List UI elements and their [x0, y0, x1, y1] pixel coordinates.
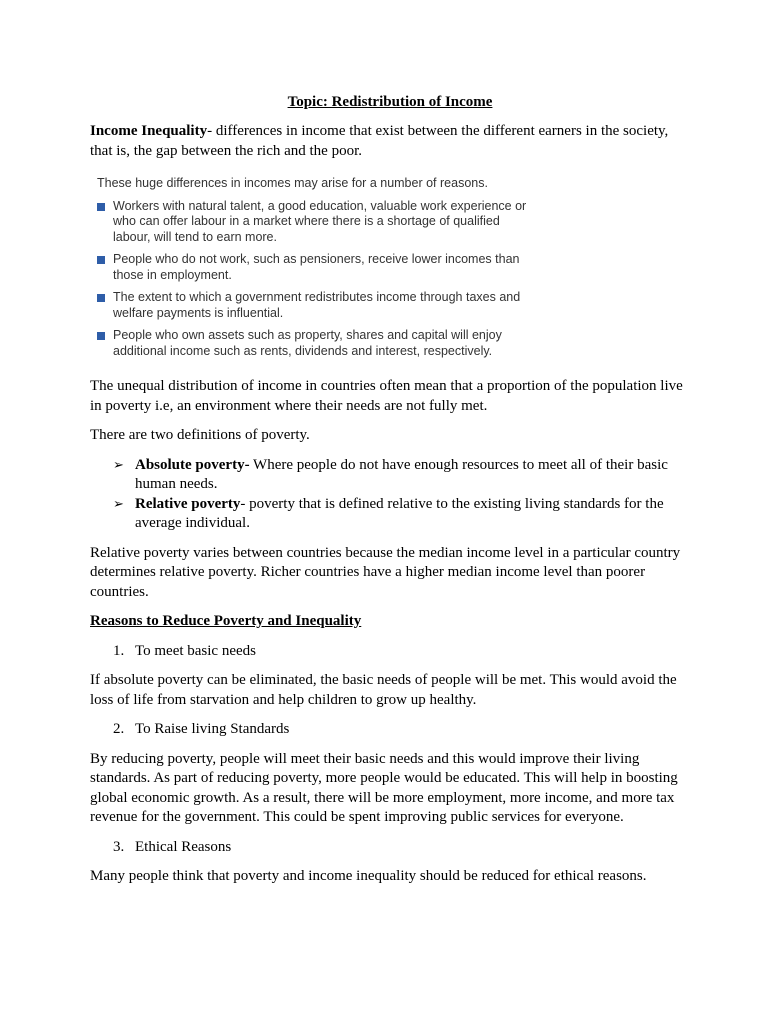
- reason-number: 2.: [113, 721, 125, 737]
- reason-item: [90, 642, 690, 662]
- reasons-heading: Reasons to Reduce Poverty and Inequality: [90, 613, 362, 629]
- figure-bullet-text: People who do not work, such as pensioners, receive lower incomes than those in employment.: [113, 252, 520, 282]
- income-inequality-paragraph: [90, 122, 690, 161]
- reason-number: 1.: [113, 642, 125, 659]
- definition-body: - poverty that is defined relative to the existing living standards for the average individual.: [135, 495, 664, 531]
- income-inequality-term: Income Inequality: [90, 123, 208, 139]
- square-bullet-icon: [97, 294, 105, 302]
- page-title: Topic: Redistribution of Income: [287, 94, 493, 110]
- figure-bullet: [97, 252, 537, 283]
- poverty-definitions-list: [90, 456, 690, 534]
- figure-bullet: [97, 290, 537, 321]
- arrow-bullet-icon: ➢: [113, 457, 124, 473]
- square-bullet-icon: [97, 256, 105, 264]
- definition-term: Absolute poverty-: [135, 456, 250, 473]
- reason-label: To meet basic needs: [135, 642, 256, 659]
- figure-bullet: [97, 199, 537, 246]
- reason-paragraph: Many people think that poverty and income inequality should be reduced for ethical reasons.: [90, 868, 647, 884]
- reason-item: [90, 720, 690, 740]
- relative-poverty-paragraph: Relative poverty varies between countries because the median income level in a particular country determines relative poverty. Richer countries have a higher median income level than poorer countries.: [90, 544, 681, 600]
- reason-item: [90, 838, 690, 858]
- figure-bullet-text: The extent to which a government redistributes income through taxes and welfare payments is influential.: [113, 290, 521, 320]
- reason-paragraph: If absolute poverty can be eliminated, the basic needs of people will be met. This would avoid the loss of life from starvation and help children to grow up healthy.: [90, 672, 677, 708]
- figure-bullet: [97, 328, 537, 359]
- square-bullet-icon: [97, 203, 105, 211]
- unequal-distribution-paragraph: The unequal distribution of income in countries often mean that a proportion of the population live in poverty i.e, an environment where their needs are not fully met.: [90, 378, 683, 414]
- definition-text: [135, 456, 690, 495]
- reason-number: 3.: [113, 838, 125, 855]
- list-item: [90, 456, 690, 495]
- income-inequality-definition: - differences in income that exist between the different earners in the society, that is, the gap between the rich and the poor.: [90, 123, 669, 159]
- two-definitions-paragraph: There are two definitions of poverty.: [90, 427, 310, 443]
- definition-body: Where people do not have enough resources to meet all of their basic human needs.: [135, 456, 668, 492]
- definition-term: Relative poverty: [135, 495, 241, 512]
- list-item: [90, 495, 690, 534]
- reason-label: Ethical Reasons: [135, 838, 232, 855]
- figure-bullet-text: Workers with natural talent, a good education, valuable work experience or who can offer labour in a market where there is a shortage of qualified labour, will tend to earn more.: [113, 198, 527, 244]
- reason-paragraph: By reducing poverty, people will meet their basic needs and this would improve their living standards. As part of reducing poverty, more people would be educated. This will help in boosting global economic growth. As a result, there will be more employment, more income, and more tax revenue for the government. This could be spent improving public services for everyone.: [90, 750, 678, 825]
- arrow-bullet-icon: ➢: [113, 496, 124, 512]
- square-bullet-icon: [97, 332, 105, 340]
- document-page: [90, 93, 690, 897]
- figure-bullet-text: People who own assets such as property, shares and capital will enjoy additional income such as rents, dividends and interest, respectively.: [113, 328, 502, 358]
- reasons-figure: [97, 176, 537, 359]
- figure-intro: These huge differences in incomes may arise for a number of reasons.: [97, 176, 488, 190]
- definition-text: [135, 495, 690, 534]
- reason-label: To Raise living Standards: [135, 721, 290, 737]
